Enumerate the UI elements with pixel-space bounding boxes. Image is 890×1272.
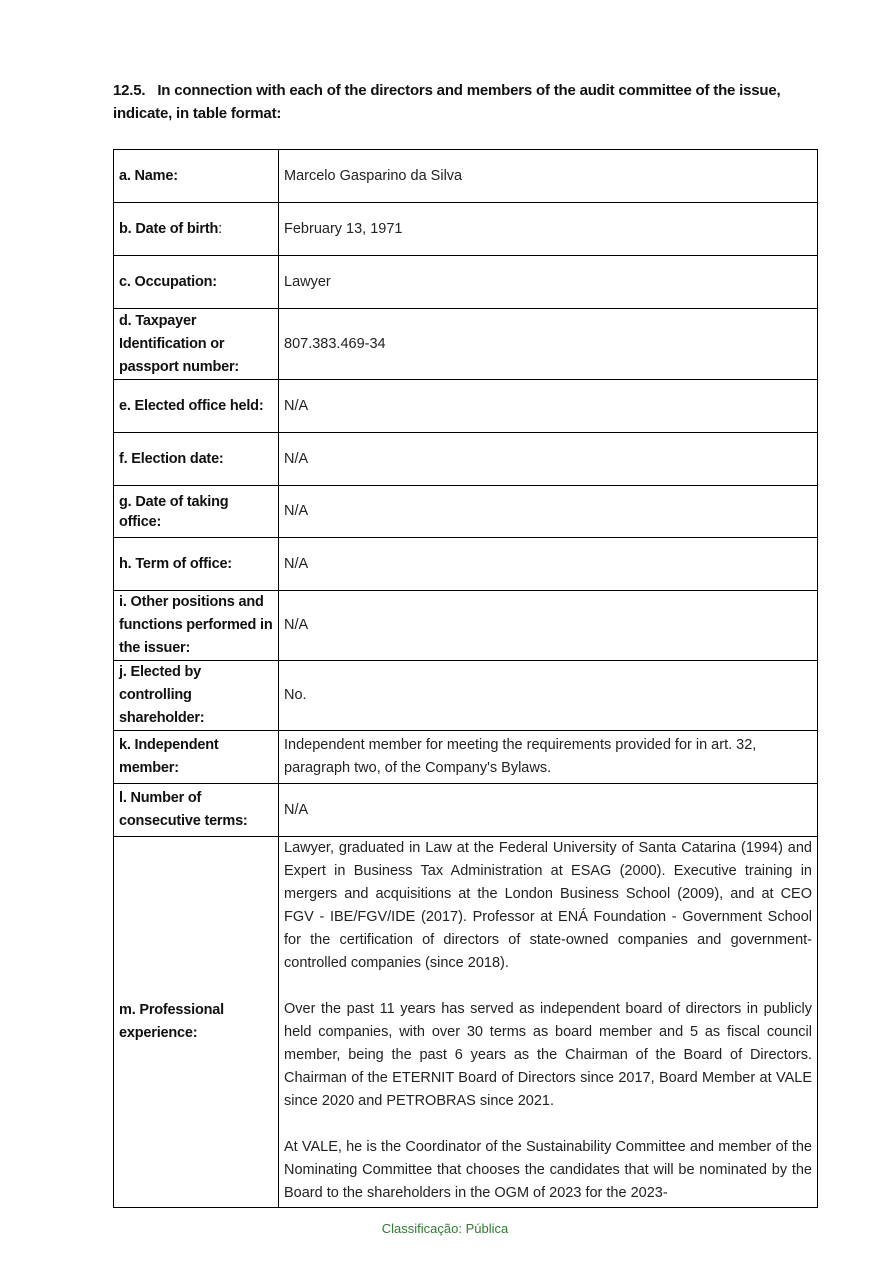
experience-paragraph: At VALE, he is the Coordinator of the Sustainability Committee and member of the Nominating Committee that chooses the candidates that will be nominated by the Board to the shareholders in the OGM of 2023 for the 2023-: [284, 1139, 812, 1201]
row-label: [114, 203, 279, 256]
row-value-name: Marcelo Gasparino da Silva: [279, 150, 818, 203]
table-row-other-positions: [114, 591, 818, 661]
row-value-elected-by-controlling: No.: [279, 661, 818, 731]
row-value-independent-member: Independent member for meeting the requirements provided for in art. 32, paragraph two, of the Company's Bylaws.: [279, 731, 818, 784]
row-label-suffix: :: [218, 220, 222, 237]
section-number: 12.5.: [113, 82, 146, 99]
row-value-date-of-birth: February 13, 1971: [279, 203, 818, 256]
row-label: f. Election date:: [114, 433, 279, 486]
row-label: a. Name:: [114, 150, 279, 203]
row-label: h. Term of office:: [114, 538, 279, 591]
row-value-elected-office: N/A: [279, 380, 818, 433]
table-row-independent-member: [114, 731, 818, 784]
table-row-elected-office: [114, 380, 818, 433]
experience-paragraph: Over the past 11 years has served as independent board of directors in publicly held companies, with over 30 terms as board member and 5 as fiscal council member, being the past 6 years as the Chairman of the Board of Directors. Chairman of the ETERNIT Board of Directors since 2017, Board Member at VALE since 2020 and PETROBRAS since 2021.: [284, 1001, 812, 1109]
row-label: d. Taxpayer Identification or passport number:: [114, 309, 279, 380]
table-row-term-of-office: [114, 538, 818, 591]
row-value-term-of-office: N/A: [279, 538, 818, 591]
row-value-other-positions: N/A: [279, 591, 818, 661]
section-heading: [113, 79, 813, 125]
row-value-election-date: N/A: [279, 433, 818, 486]
table-row-name: [114, 150, 818, 203]
table-row-occupation: [114, 256, 818, 309]
row-value-professional-experience: [279, 837, 818, 1208]
row-value-consecutive-terms: N/A: [279, 784, 818, 837]
row-value-occupation: Lawyer: [279, 256, 818, 309]
table-row-elected-by-controlling: [114, 661, 818, 731]
table-row-date-taking-office: [114, 486, 818, 538]
row-label: e. Elected office held:: [114, 380, 279, 433]
row-label: j. Elected by controlling shareholder:: [114, 661, 279, 731]
table-row-consecutive-terms: [114, 784, 818, 837]
row-value-date-taking-office: N/A: [279, 486, 818, 538]
director-info-table: [113, 149, 818, 1208]
section-heading-text: In connection with each of the directors and members of the audit committee of the issue, indicate, in table format:: [113, 82, 781, 122]
row-label: k. Independent member:: [114, 731, 279, 784]
table-row-election-date: [114, 433, 818, 486]
row-value-taxpayer-id: 807.383.469-34: [279, 309, 818, 380]
row-label: l. Number of consecutive terms:: [114, 784, 279, 837]
table-row-professional-experience: [114, 837, 818, 1208]
classification-footer: Classificação: Pública: [381, 1221, 509, 1236]
row-label: m. Professional experience:: [114, 837, 279, 1208]
row-label-text: b. Date of birth: [119, 220, 219, 237]
table-row-taxpayer-id: [114, 309, 818, 380]
experience-paragraph: Lawyer, graduated in Law at the Federal University of Santa Catarina (1994) and Expert in Business Tax Administration at ESAG (2000). Executive training in mergers and acquisitions at the London Business School (2009), and at CEO FGV - IBE/FGV/IDE (2017). Professor at ENÁ Foundation - Government School for the certification of directors of state-owned companies and government-controlled companies (since 2018).: [284, 840, 812, 971]
row-label: g. Date of taking office:: [114, 486, 279, 538]
row-label: i. Other positions and functions performed in the issuer:: [114, 591, 279, 661]
table-row-date-of-birth: [114, 203, 818, 256]
row-label: c. Occupation:: [114, 256, 279, 309]
